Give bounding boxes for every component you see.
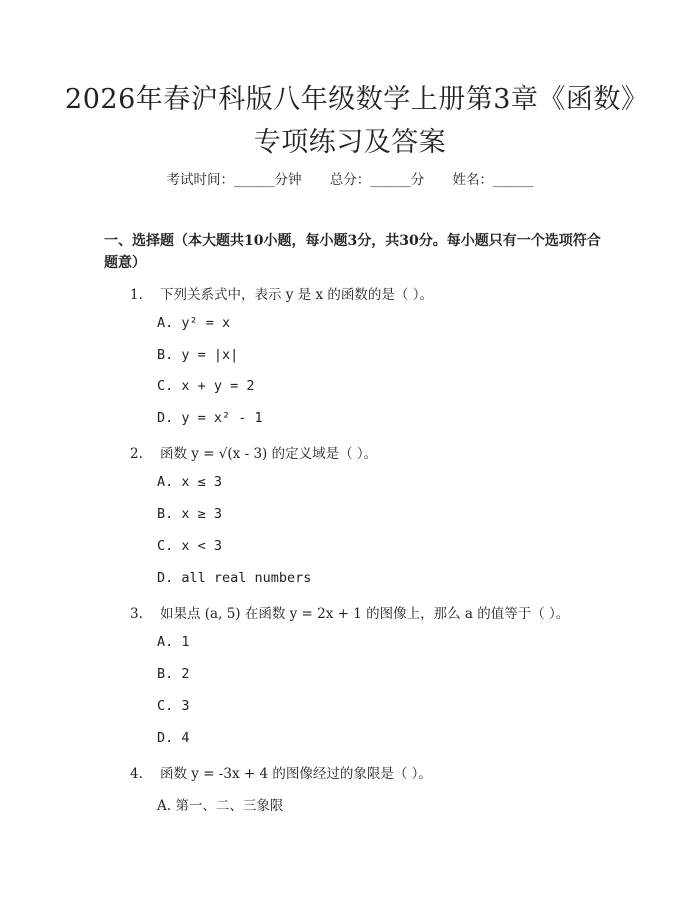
question-text: 函数 y = √(x - 3) 的定义域是（ ）。	[160, 446, 378, 462]
option-1b: B. y = |x|	[157, 347, 239, 363]
option-3b: B. 2	[157, 666, 190, 682]
option-1d: D. y = x² - 1	[157, 410, 263, 426]
question-1	[130, 283, 433, 303]
option-2b: B. x ≥ 3	[157, 506, 223, 522]
question-2	[130, 442, 377, 462]
option-1a: A. y² = x	[157, 315, 231, 331]
question-4	[130, 762, 432, 782]
question-3	[130, 602, 569, 622]
option-2a: A. x ≤ 3	[157, 474, 223, 490]
option-1c: C. x + y = 2	[157, 378, 255, 394]
exam-time: 考试时间：______分钟	[166, 172, 302, 188]
question-number: 2.	[130, 446, 143, 462]
question-number: 1.	[130, 287, 143, 303]
student-name: 姓名：______	[452, 172, 534, 188]
question-number: 3.	[130, 606, 143, 622]
question-number: 4.	[130, 766, 143, 782]
page-title: 2026年春沪科版八年级数学上册第3章《函数》专项练习及答案	[65, 84, 635, 158]
total-score: 总分：______分	[329, 172, 425, 188]
option-2c: C. x < 3	[157, 538, 223, 554]
option-2d: D. all real numbers	[157, 570, 312, 586]
exam-info	[0, 168, 700, 188]
option-3d: D. 4	[157, 730, 190, 746]
option-3a: A. 1	[157, 634, 190, 650]
option-3c: C. 3	[157, 698, 190, 714]
question-text: 函数 y = -3x + 4 的图像经过的象限是（ ）。	[160, 766, 432, 782]
option-4a: A. 第一、二、三象限	[157, 798, 284, 814]
section-heading: 一、选择题（本大题共10小题，每小题3分，共30分。每小题只有一个选项符合题意）	[104, 233, 601, 271]
question-text: 下列关系式中，表示 y 是 x 的函数的是（ ）。	[160, 287, 433, 303]
question-text: 如果点 (a, 5) 在函数 y = 2x + 1 的图像上，那么 a 的值等于（ ）。	[160, 606, 570, 622]
